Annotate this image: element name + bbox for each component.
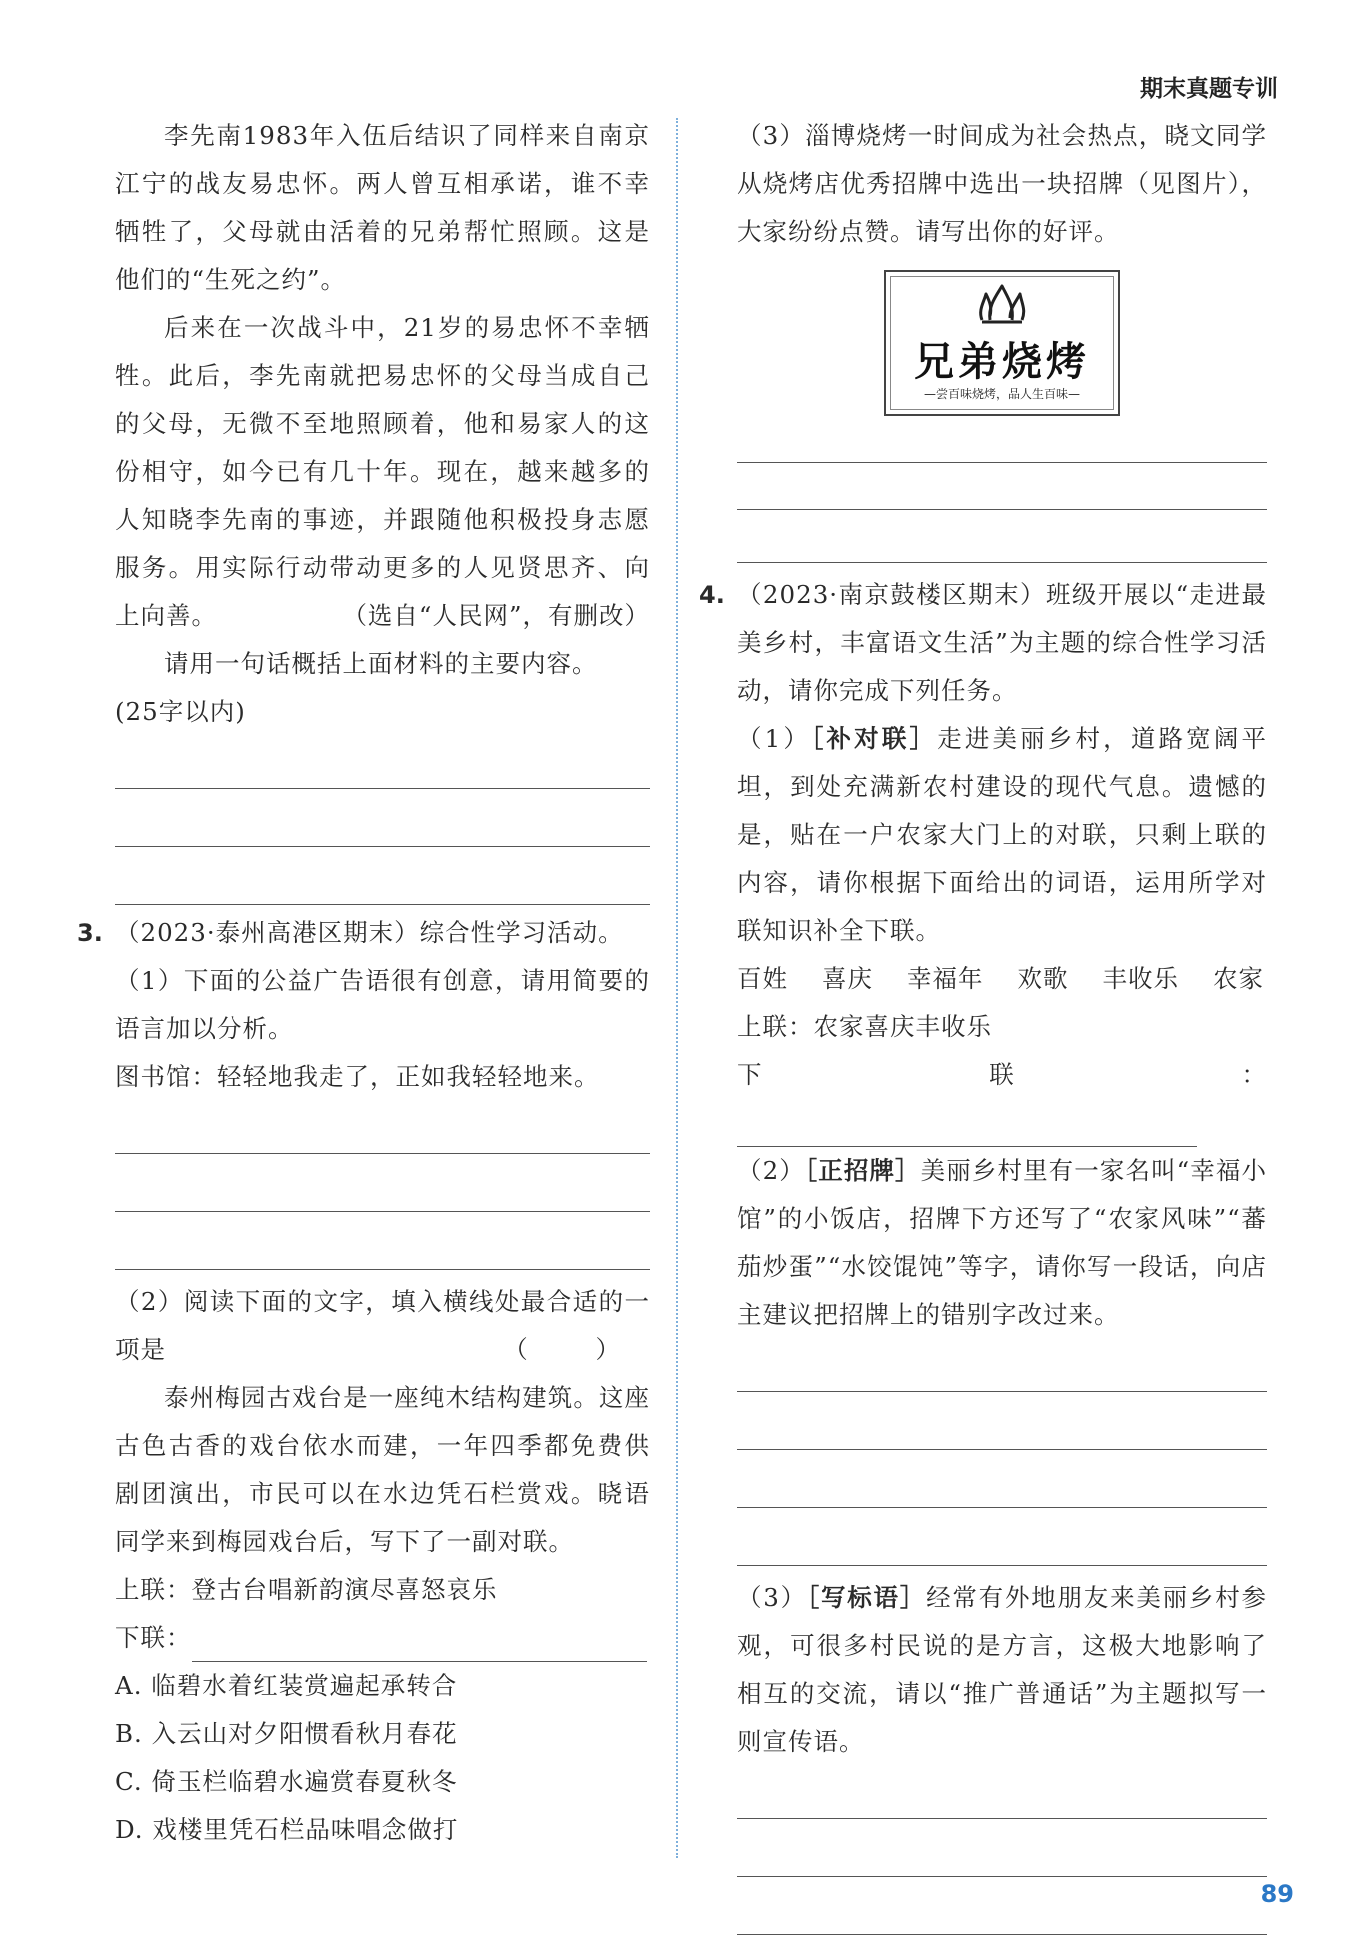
question-3-ad-text: 图书馆：轻轻地我走了，正如我轻轻地来。 (115, 1062, 600, 1091)
question-3-sub1: （1）下面的公益广告语很有创意，请用简要的语言加以分析。 (115, 966, 650, 1043)
question-3-upper-couplet: 上联：登古台唱新韵演尽喜怒哀乐 (115, 1575, 498, 1604)
passage-paragraph-1: 李先南1983年入伍后结识了同样来自南京江宁的战友易忠怀。两人曾互相承诺，谁不幸牺牲了，父母就由活着的兄弟帮忙照顾。这是他们的“生死之约”。 (115, 121, 650, 294)
sub2-text: 美丽乡村里有一家名叫“幸福小馆”的小饭店，招牌下方还写了“农家风味”“蕃茄炒蛋”“水饺馄饨”等字，请你写一段话，向店主建议把招牌上的错别字改过来。 (737, 1156, 1268, 1329)
page-number: 89 (1260, 1880, 1294, 1908)
question-3-lower-couplet (115, 1614, 650, 1662)
question-4-sub2 (737, 1147, 1267, 1339)
sub3-prefix: （3） (737, 1583, 807, 1612)
answer-line[interactable] (737, 463, 1267, 510)
passage-paragraph-2 (115, 304, 650, 640)
option-d[interactable]: D. 戏楼里凭石栏品味唱念做打 (115, 1815, 459, 1844)
passage-paragraph-2-text: 后来在一次战斗中，21岁的易忠怀不幸牺牲。此后，李先南就把易忠怀的父母当成自己的父母，无微不至地照顾着，他和易家人的这份相守，如今已有几十年。现在，越来越多的人知晓李先南的事迹，并跟随他积极投身志愿服务。用实际行动带动更多的人见贤思齐、向上向善。 (115, 313, 650, 630)
sub1-tag: ［补对联］ (811, 724, 938, 753)
lower-couplet-label: 下联： (115, 1623, 192, 1652)
bbq-signboard (884, 270, 1120, 416)
answer-paren[interactable]: （ ） (503, 1335, 650, 1364)
answer-line[interactable] (737, 510, 1267, 563)
signboard-title: 兄弟烧烤 (914, 338, 1090, 385)
q3-sub1-answer-area[interactable] (115, 1101, 650, 1270)
word-item: 欢歌 (1017, 964, 1069, 993)
question-4-lower-couplet (737, 1051, 1267, 1147)
word-item: 喜庆 (822, 964, 873, 993)
word-item: 百姓 (737, 964, 788, 993)
word-item: 农家 (1213, 964, 1264, 993)
question-3-number: 3. (77, 919, 103, 947)
question-3-sub2-text: （2）阅读下面的文字，填入横线处最合适的一项是 (115, 1287, 650, 1364)
question-4-intro: （2023·南京鼓楼区期末）班级开展以“走进最美乡村，丰富语文生活”为主题的综合性学习活动，请你完成下列任务。 (737, 580, 1267, 705)
sub2-tag: ［正招牌］ (804, 1156, 921, 1185)
answer-line[interactable] (737, 1392, 1267, 1450)
answer-line[interactable] (737, 1508, 1267, 1566)
question-4-number: 4. (699, 581, 725, 609)
sub2-prefix: （2） (737, 1156, 805, 1185)
lower-couplet-blank[interactable] (192, 1625, 647, 1662)
answer-line[interactable] (737, 1877, 1267, 1935)
answer-line[interactable] (737, 416, 1267, 463)
answer-line[interactable] (115, 736, 650, 789)
question-3-sub2 (115, 1278, 650, 1374)
header-title: 期末真题专训 (1140, 76, 1278, 102)
question-3-passage: 泰州梅园古戏台是一座纯木结构建筑。这座古色古香的戏台依水而建，一年四季都免费供剧团演出，市民可以在水边凭石栏赏戏。晓语同学来到梅园戏台后，写下了一副对联。 (115, 1383, 650, 1556)
couplet-word-bank (737, 955, 1267, 1003)
sub3-text: 经常有外地朋友来美丽乡村参观，可很多村民说的是方言，这极大地影响了相互的交流，请以“推广普通话”为主题拟写一则宣传语。 (737, 1583, 1268, 1756)
answer-line[interactable] (737, 1339, 1267, 1392)
signboard-slogan: —尝百味烧烤，品人生百味— (923, 387, 1080, 401)
q3-sub3-answer-area[interactable] (737, 416, 1267, 563)
sub1-text: 走进美丽乡村，道路宽阔平坦，到处充满新农村建设的现代气息。遗憾的是，贴在一户农家大门上的对联，只剩上联的内容，请你根据下面给出的词语，运用所学对联知识补全下联。 (737, 724, 1268, 945)
question-3-sub3: （3）淄博烧烤一时间成为社会热点，晓文同学从烧烤店优秀招牌中选出一块招牌（见图片），大家纷纷点赞。请写出你的好评。 (737, 121, 1267, 246)
right-column (699, 112, 1268, 1935)
word-item: 幸福年 (907, 964, 984, 993)
question-3-intro: （2023·泰州高港区期末）综合性学习活动。 (115, 918, 624, 947)
option-b[interactable]: B. 入云山对夕阳惯看秋月春花 (115, 1719, 458, 1748)
passage-source: （选自“人民网”，有删改） (342, 601, 650, 630)
column-divider (676, 118, 678, 1858)
answer-line[interactable] (115, 847, 650, 905)
question-4-upper-couplet: 上联：农家喜庆丰收乐 (737, 1012, 992, 1041)
sub1-prefix: （1） (737, 724, 812, 753)
question-3 (77, 909, 650, 1854)
q4-sub3-answer-area[interactable] (737, 1766, 1267, 1935)
question-4-sub1 (737, 715, 1267, 955)
answer-line[interactable] (115, 789, 650, 847)
option-c[interactable]: C. 倚玉栏临碧水遍赏春夏秋冬 (115, 1767, 458, 1796)
summary-task-limit: (25字以内) (115, 697, 246, 726)
lower-couplet-blank[interactable] (737, 1110, 1197, 1147)
option-a[interactable]: A. 临碧水着红装赏遍起承转合 (115, 1671, 458, 1700)
summary-answer-area[interactable] (115, 736, 650, 905)
question-4-sub3 (737, 1574, 1267, 1766)
lower-couplet-label: 下联： (737, 1060, 1267, 1089)
answer-line[interactable] (115, 1212, 650, 1270)
left-column (77, 112, 650, 1854)
sub3-tag: ［写标语］ (806, 1583, 927, 1612)
q4-sub2-answer-area[interactable] (737, 1339, 1267, 1566)
answer-line[interactable] (115, 1154, 650, 1212)
answer-line[interactable] (737, 1819, 1267, 1877)
question-4 (699, 571, 1268, 1935)
answer-line[interactable] (737, 1450, 1267, 1508)
answer-line[interactable] (115, 1101, 650, 1154)
summary-task: 请用一句话概括上面材料的主要内容。 (164, 649, 598, 678)
word-item: 丰收乐 (1102, 964, 1179, 993)
answer-line[interactable] (737, 1766, 1267, 1819)
